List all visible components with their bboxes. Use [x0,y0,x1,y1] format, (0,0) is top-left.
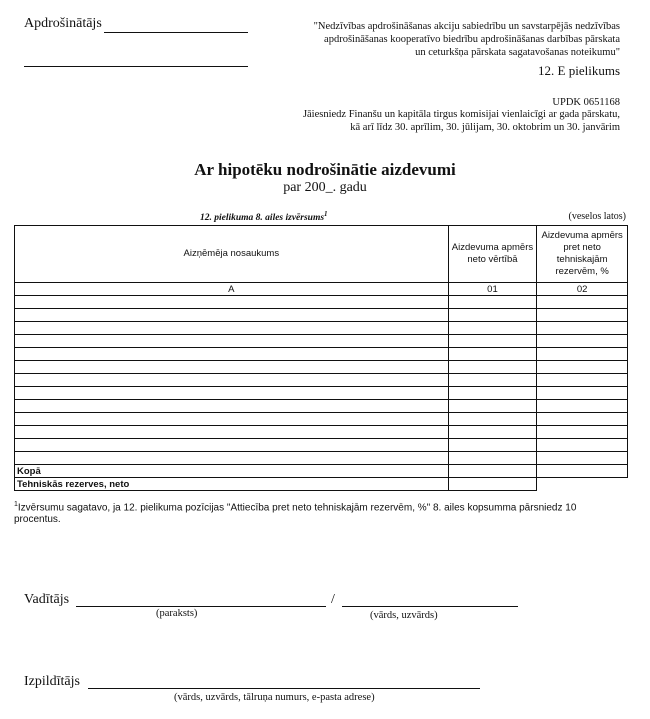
code-a: A [15,283,449,296]
table-row[interactable] [15,400,628,413]
regulation-line-3: un ceturkšņa pārskata sagatavošanas noteikumu" [415,47,620,58]
table-row[interactable] [15,452,628,465]
signature-hint: (paraksts) [156,608,198,619]
insurer-name-line-2[interactable] [24,66,248,67]
page-subtitle: par 200_. gadu [283,180,367,195]
manager-signature-line[interactable] [76,606,326,607]
table-row[interactable] [15,322,628,335]
total-reserve-ratio[interactable] [537,465,628,478]
insurer-label: Apdrošinātājs [24,16,102,31]
table-row[interactable] [15,413,628,426]
table-row[interactable] [15,348,628,361]
manager-label: Vadītājs [24,592,70,607]
page-title: Ar hipotēku nodrošinātie aizdevumi [194,160,456,179]
sub-note-text: 12. pielikuma 8. ailes izvērsums [200,213,325,224]
table-row[interactable] [15,296,628,309]
regulation-line-2: apdrošināšanas kooperatīvo biedrību apdrošināšanas darbības pārskata [324,34,620,45]
code-01: 01 [448,283,537,296]
regulation-line-1: "Nedzīvības apdrošināšanas akciju sabiedrību un savstarpējās nedzīvības [313,21,620,32]
reserves-label: Tehniskās rezerves, neto [15,478,449,491]
table-code-row [15,283,628,296]
code-02: 02 [537,283,628,296]
signature-separator: / [331,592,335,607]
footnote-sup: 1 [14,501,18,508]
table-row[interactable] [15,387,628,400]
sub-note [200,210,328,223]
form-code: UPDK 0651168 [552,97,620,108]
footnote [14,499,594,526]
header-reserve-ratio: Aizdevuma apmērs pret neto tehniskajām rezervēm, % [537,226,628,283]
reserves-net-value[interactable] [448,478,537,491]
manager-name-line[interactable] [342,606,518,607]
submit-line-1: Jāiesniedz Finanšu un kapitāla tirgus komisijai vienlaicīgi ar gada pārskatu, [302,109,620,120]
table-row[interactable] [15,374,628,387]
executor-hint: (vārds, uzvārds, tālruņa numurs, e-pasta adrese) [174,692,375,703]
units-label: (veselos latos) [568,211,626,222]
table-header-row [15,226,628,283]
table-row[interactable] [15,309,628,322]
loans-table [14,225,628,491]
header-borrower: Aizņēmēja nosaukums [15,226,449,283]
total-net-value[interactable] [448,465,537,478]
table-row[interactable] [15,335,628,348]
total-row [15,465,628,478]
appendix-label: 12. E pielikums [538,63,620,78]
submit-line-2: kā arī līdz 30. aprīlim, 30. jūlijam, 30. oktobrim un 30. janvārim [350,122,620,133]
executor-label: Izpildītājs [24,674,80,689]
total-label: Kopā [15,465,449,478]
footnote-text: Izvērsumu sagatavo, ja 12. pielikuma pozīcijas "Attiecība pret neto tehniskajām rezervēm, %" 8. ailes kopsumma pārsniedz 10 procentus. [14,502,577,526]
reserves-row [15,478,628,491]
header-net-value: Aizdevuma apmērs neto vērtībā [448,226,537,283]
insurer-name-line[interactable] [104,32,248,33]
table-row[interactable] [15,426,628,439]
table-row[interactable] [15,439,628,452]
name-hint: (vārds, uzvārds) [370,610,438,621]
reserves-empty [537,478,628,491]
table-row[interactable] [15,361,628,374]
sub-note-sup: 1 [324,210,328,218]
executor-line[interactable] [88,688,480,689]
